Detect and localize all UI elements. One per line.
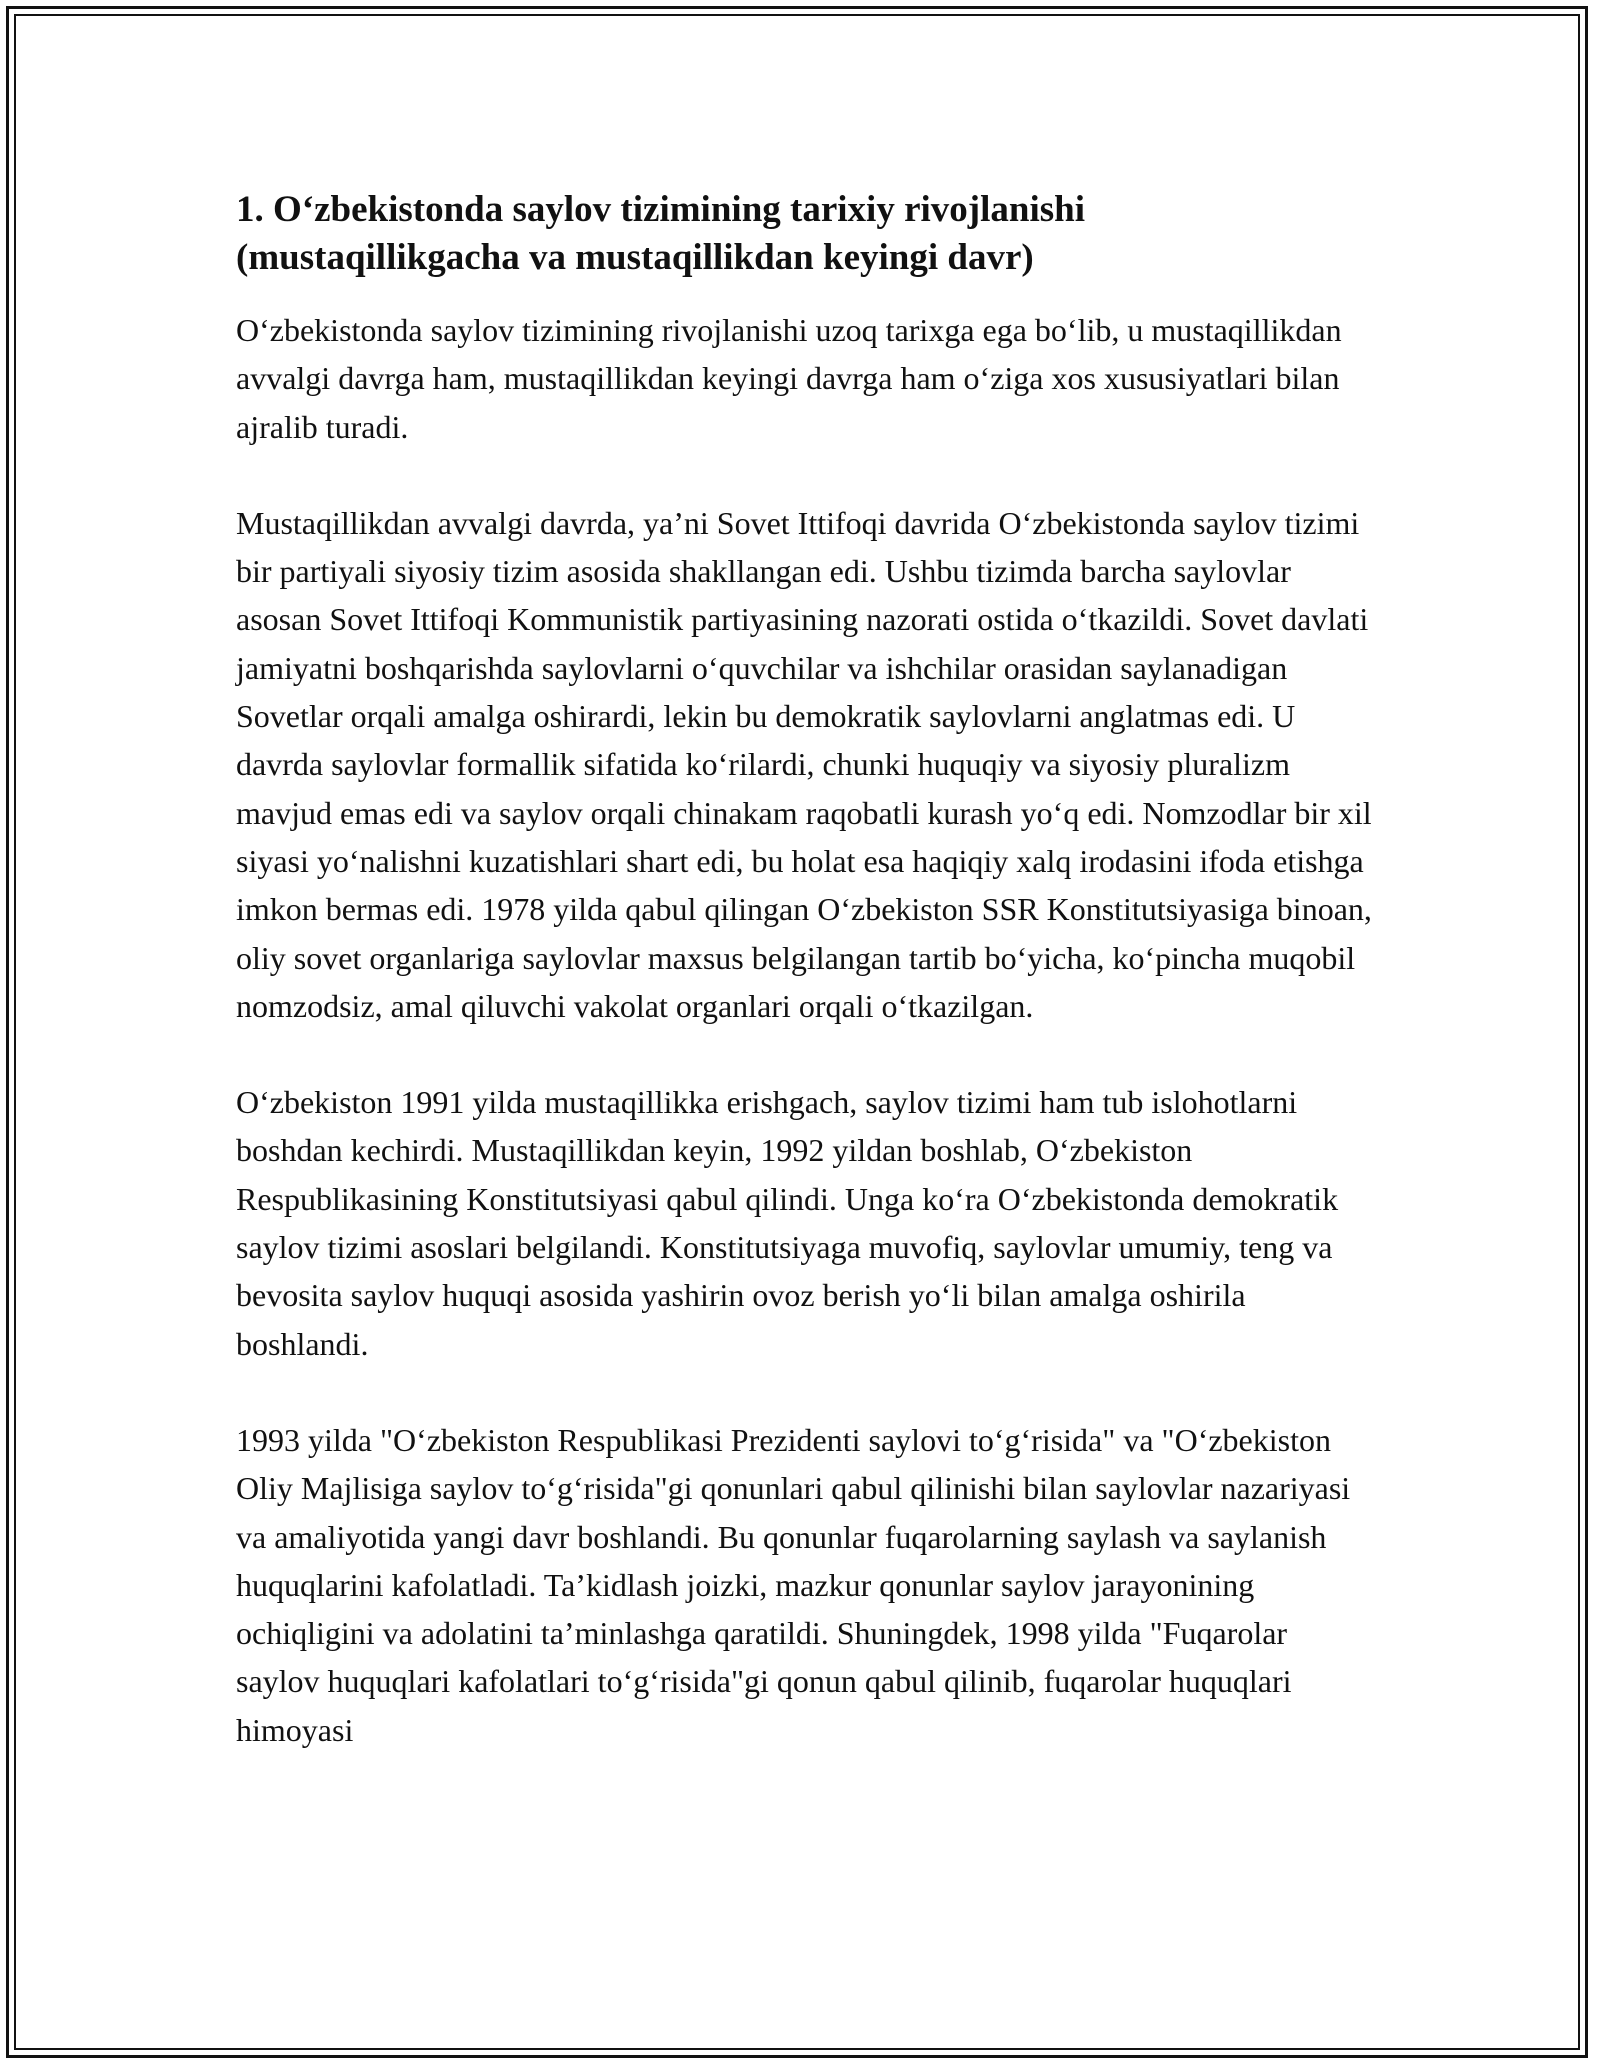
paragraph-laws-1993: 1993 yilda "O‘zbekiston Respublikasi Prezidenti saylovi to‘g‘risida" va "O‘zbekiston Oliy Majlisiga saylov to‘g‘risida"gi qonunlari qabul qilinishi bilan saylovlar nazariyasi va amaliyotida yangi davr boshlandi. Bu qonunlar fuqarolarning saylash va saylanish huquqlarini kafolatladi. Ta’kidlash joizki, mazkur qonunlar saylov jarayonining ochiqligini va adolatini ta’minlashga qaratildi. Shuningdek, 1998 yilda "Fuqarolar saylov huquqlari kafolatlari to‘g‘risida"gi qonun qabul qilinib, fuqarolar huquqlari himoyasi xyxy=(236,1421,1351,1748)
section-heading: 1. O‘zbekistonda saylov tizimining tarixiy rivojlanishi (mustaqillikgacha va mustaqillikdan keyingi davr) xyxy=(236,189,1085,278)
paragraph-soviet-period: Mustaqillikdan avvalgi davrda, ya’ni Sovet Ittifoqi davrida O‘zbekistonda saylov tizimi bir partiyali siyosiy tizim asosida shakllangan edi. Ushbu tizimda barcha saylovlar asosan Sovet Ittifoqi Kommunistik partiyasining nazorati ostida o‘tkazildi. Sovet davlati jamiyatni boshqarishda saylovlarni o‘quvchilar va ishchilar orasidan saylanadigan Sovetlar orqali amalga oshirardi, lekin bu demokratik saylovlarni anglatmas edi. U davrda saylovlar formallik sifatida ko‘rilardi, chunki huquqiy va siyosiy pluralizm mavjud emas edi va saylov orqali chinakam raqobatli kurash yo‘q edi. Nomzodlar bir xil siyasi yo‘nalishni kuzatishlari shart edi, bu holat esa haqiqiy xalq irodasini ifoda etishga imkon bermas edi. 1978 yilda qabul qilingan O‘zbekiston SSR Konstitutsiyasiga binoan, oliy sovet organlariga saylovlar maxsus belgilangan tartib bo‘yicha, ko‘pincha muqobil nomzodsiz, amal qiluvchi vakolat organlari orqali o‘tkazilgan. xyxy=(236,504,1372,1024)
paragraph-intro: O‘zbekistonda saylov tizimining rivojlanishi uzoq tarixga ega bo‘lib, u mustaqillikdan avvalgi davrga ham, mustaqillikdan keyingi davrga ham o‘ziga xos xususiyatlari bilan ajralib turadi. xyxy=(236,312,1342,445)
document-body xyxy=(236,186,1376,1754)
paragraph-independence: O‘zbekiston 1991 yilda mustaqillikka erishgach, saylov tizimi ham tub islohotlarni boshdan kechirdi. Mustaqillikdan keyin, 1992 yildan boshlab, O‘zbekiston Respublikasining Konstitutsiyasi qabul qilindi. Unga ko‘ra O‘zbekistonda demokratik saylov tizimi asoslari belgilandi. Konstitutsiyaga muvofiq, saylovlar umumiy, teng va bevosita saylov huquqi asosida yashirin ovoz berish yo‘li bilan amalga oshirila boshlandi. xyxy=(236,1084,1339,1362)
